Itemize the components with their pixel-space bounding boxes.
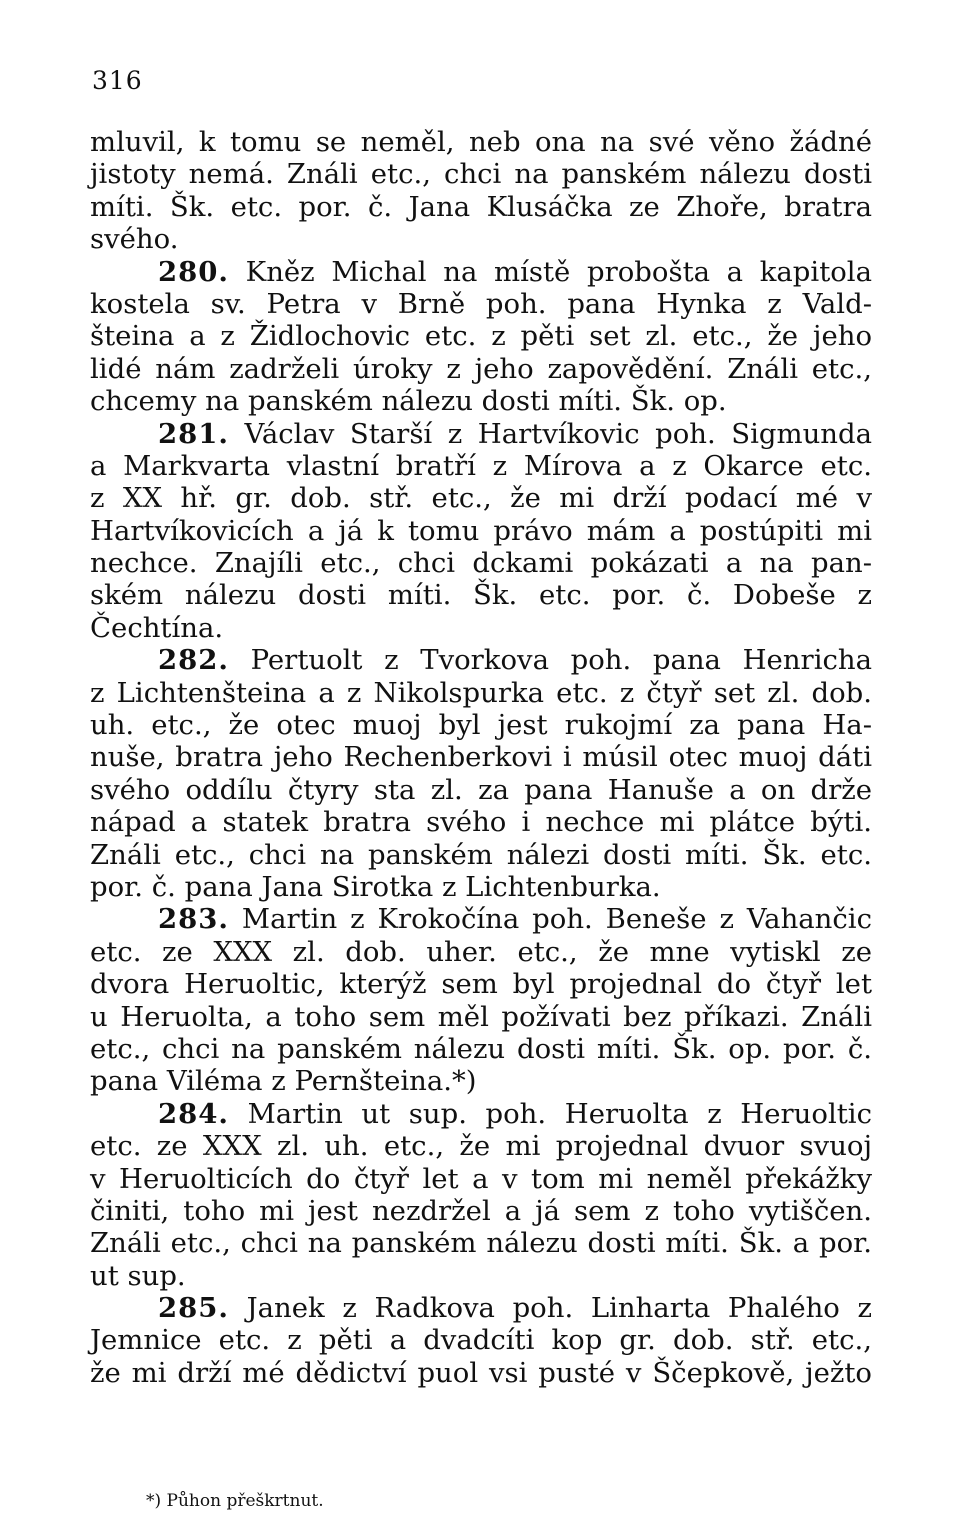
entry-number: 282. [158, 644, 229, 677]
line-text: v Heruolticích do čtyř let a v tom mi neměl překážky [90, 1162, 872, 1195]
line-text: Ználi etc., chci na panském nálezi dosti míti. Šk. etc. [90, 838, 872, 871]
text-line [90, 320, 872, 352]
text-line [90, 936, 872, 968]
line-text: svého oddílu čtyry sta zl. za pana Hanuše a on drže [90, 773, 872, 806]
line-text: lidé nám zadrželi úroky z jeho zapovědění. Ználi etc., [90, 352, 872, 385]
text-line [90, 1065, 872, 1097]
line-text: Václav Starší z Hartvíkovic poh. Sigmunda [244, 417, 872, 450]
text-line [90, 1033, 872, 1065]
line-text: Janek z Radkova poh. Linharta Phalého z [246, 1292, 872, 1325]
text-line [90, 709, 872, 741]
text-line [90, 741, 872, 773]
line-text: činiti, toho mi jest nezdržel a já sem z toho vytiščen. [90, 1194, 872, 1227]
text-line [90, 1163, 872, 1195]
line-text: Hartvíkovicích a já k tomu právo mám a postúpiti mi [90, 514, 872, 547]
text-line [90, 1195, 872, 1227]
line-text: Ználi etc., chci na panském nálezu dosti míti. Šk. a por. [90, 1227, 872, 1260]
line-text: pana Viléma z Pernšteina.*) [90, 1065, 477, 1098]
line-text: ut sup. [90, 1259, 186, 1292]
body-text [90, 126, 872, 1389]
text-line [90, 515, 872, 547]
entry-number: 284. [158, 1097, 229, 1130]
text-line [90, 1324, 872, 1356]
text-line [90, 450, 872, 482]
line-text: ském nálezu dosti míti. Šk. etc. por. č. Dobeše z [90, 579, 872, 612]
entry-start-line [90, 418, 872, 450]
line-text: Kněz Michal na místě proboštа a kapitola [245, 255, 872, 288]
text-line [90, 1357, 872, 1389]
line-text: por. č. pana Jana Sirotka z Lichtenburka. [90, 870, 661, 903]
text-line [90, 126, 872, 158]
entry-start-line [90, 1098, 872, 1130]
line-text: Pertuolt z Tvorkova poh. pana Henricha [250, 644, 872, 677]
line-text: etc., chci na panském nálezu dosti míti. Šk. op. por. č. [90, 1032, 872, 1065]
footnote: *) Půhon přeškrtnut. [146, 1491, 324, 1511]
line-text: šteina a z Židlochovic etc. z pěti set zl. etc., že jeho [90, 320, 872, 353]
line-text: mluvil, k tomu se neměl, neb ona na své věno žádné [90, 126, 872, 158]
line-text: a Markvarta vlastní bratří z Mírova a z Okarce etc. [90, 449, 872, 482]
text-line [90, 774, 872, 806]
line-text: Martin z Krokočína poh. Beneše z Vahančic [241, 903, 872, 936]
entry-start-line [90, 1292, 872, 1324]
text-line [90, 482, 872, 514]
text-line [90, 806, 872, 838]
line-text: z XX hř. gr. dob. stř. etc., že mi drží podací mé v [90, 482, 872, 515]
entry-start-line [90, 256, 872, 288]
line-text: uh. etc., že otec muoj byl jest rukojmí za pana Ha- [90, 709, 872, 742]
line-text: nápad a statek bratra svého i nechce mi plátce býti. [90, 806, 872, 839]
text-line [90, 288, 872, 320]
line-text: nuše, bratra jeho Rechenberkovi i músil otec muoj dáti [90, 741, 872, 774]
text-line [90, 385, 872, 417]
entry-number: 280. [158, 255, 229, 288]
entry-start-line [90, 903, 872, 935]
line-text: nechce. Znajíli etc., chci dckami pokázati a na pan- [90, 547, 872, 580]
entry-number: 281. [158, 417, 229, 450]
text-line [90, 612, 872, 644]
line-text: Jemnice etc. z pěti a dvadcíti kop gr. dob. stř. etc., [90, 1324, 872, 1357]
text-line [90, 353, 872, 385]
text-line [90, 1227, 872, 1259]
text-line [90, 158, 872, 190]
line-text: jistoty nemá. Ználi etc., chci na panském nálezu dosti [90, 158, 872, 191]
line-text: svého. [90, 223, 179, 256]
line-text: etc. ze XXX zl. uh. etc., že mi projednal dvuor svuoj [90, 1130, 872, 1163]
line-text: že mi drží mé dědictví puol vsi pusté v Ščepkově, ježto [90, 1356, 872, 1389]
text-line [90, 1260, 872, 1292]
text-line [90, 1001, 872, 1033]
entry-number: 283. [158, 903, 229, 936]
text-line [90, 677, 872, 709]
page-number: 316 [92, 66, 143, 95]
entry-start-line [90, 644, 872, 676]
line-text: etc. ze XXX zl. dob. uher. etc., že mne vytiskl ze [90, 935, 872, 968]
line-text: Čechtína. [90, 611, 224, 644]
text-line [90, 1130, 872, 1162]
text-line [90, 191, 872, 223]
line-text: Martin ut sup. poh. Heruolta z Heruoltic [247, 1097, 872, 1130]
line-text: u Heruolta, a toho sem měl požívati bez příkazi. Ználi [90, 1000, 872, 1033]
line-text: míti. Šk. etc. por. č. Jana Klusáčka ze Zhoře, bratra [90, 190, 872, 223]
line-text: z Lichtenšteina a z Nikolspurka etc. z čtyř set zl. dob. [90, 676, 872, 709]
text-line [90, 871, 872, 903]
line-text: chcemy na panském nálezu dosti míti. Šk. op. [90, 385, 727, 418]
text-line [90, 968, 872, 1000]
line-text: kostela sv. Petra v Brně poh. pana Hynka z Vald- [90, 287, 872, 320]
text-line [90, 547, 872, 579]
text-line [90, 223, 872, 255]
text-line [90, 839, 872, 871]
entry-number: 285. [158, 1292, 229, 1325]
line-text: dvora Heruoltic, kterýž sem byl projednal do čtyř let [90, 968, 872, 1001]
text-line [90, 579, 872, 611]
